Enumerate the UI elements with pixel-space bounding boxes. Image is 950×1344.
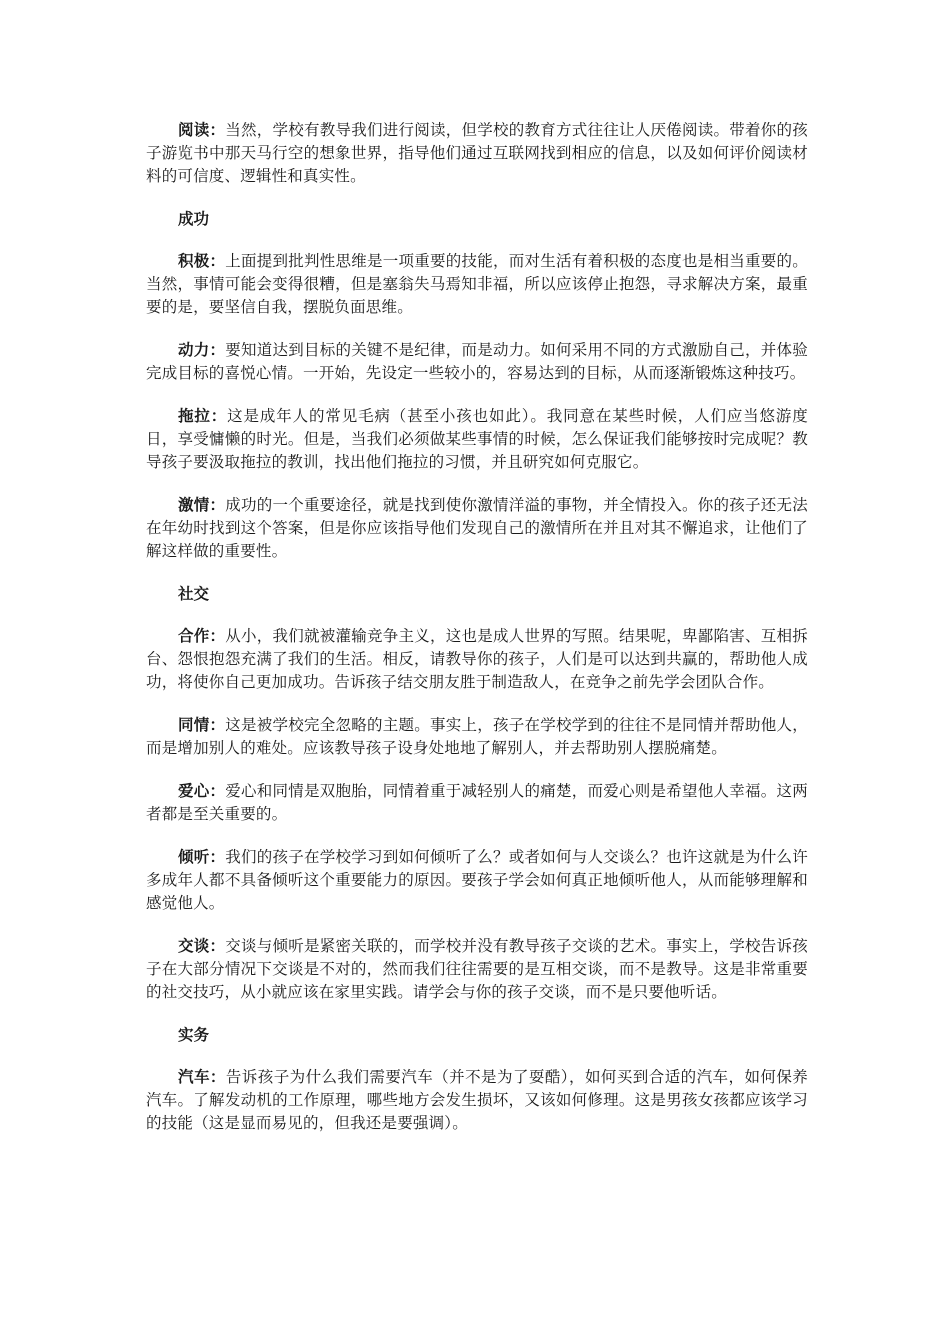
paragraph-term: 汽车： xyxy=(178,1067,226,1086)
document-page xyxy=(146,118,808,1154)
paragraph-text: 这是成年人的常见毛病（甚至小孩也如此）。我同意在某些时候，人们应当悠游度日，享受慵懒的时光。但是，当我们必须做某些事情的时候，怎么保证我们能够按时完成呢？教导孩子要汲取拖拉的教训，找出他们拖拉的习惯，并且研究如何克服它。 xyxy=(146,407,808,471)
paragraph-text: 爱心和同情是双胞胎，同情着重于减轻别人的痛楚，而爱心则是希望他人幸福。这两者都是至关重要的。 xyxy=(146,782,809,823)
paragraph-term: 同情： xyxy=(178,715,226,734)
paragraph-text: 我们的孩子在学校学习到如何倾听了么？或者如何与人交谈么？也许这就是为什么许多成年人都不具备倾听这个重要能力的原因。要孩子学会如何真正地倾听他人，从而能够理解和感觉他人。 xyxy=(146,848,809,912)
paragraph-listening xyxy=(146,845,808,915)
section-heading-practical: 实务 xyxy=(178,1025,210,1044)
paragraph-text: 从小，我们就被灌输竞争主义，这也是成人世界的写照。结果呢，卑鄙陷害、互相拆台、怨恨抱怨充满了我们的生活。相反，请教导你的孩子，人们是可以达到共赢的，帮助他人成功，将使你自己更加成功。告诉孩子结交朋友胜于制造敌人，在竞争之前先学会团队合作。 xyxy=(146,627,809,691)
paragraph-term: 合作： xyxy=(178,626,226,645)
paragraph-term: 拖拉： xyxy=(178,406,228,425)
paragraph-love xyxy=(146,779,808,826)
paragraph-text: 这是被学校完全忽略的主题。事实上，孩子在学校学到的往往不是同情并帮助他人，而是增加别人的难处。应该教导孩子设身处地地了解别人，并去帮助别人摆脱痛楚。 xyxy=(146,716,809,757)
paragraph-compassion xyxy=(146,713,808,760)
paragraph-passion xyxy=(146,493,808,563)
paragraph-text: 成功的一个重要途径，就是找到使你激情洋溢的事物，并全情投入。你的孩子还无法在年幼时找到这个答案，但是你应该指导他们发现自己的激情所在并且对其不懈追求，让他们了解这样做的重要性。 xyxy=(146,496,809,560)
paragraph-text: 交谈与倾听是紧密关联的，而学校并没有教导孩子交谈的艺术。事实上，学校告诉孩子在大部分情况下交谈是不对的，然而我们往往需要的是互相交谈，而不是教导。这是非常重要的社交技巧，从小就应该在家里实践。请学会与你的孩子交谈，而不是只要他听话。 xyxy=(146,937,809,1001)
paragraph-term: 交谈： xyxy=(178,936,226,955)
paragraph-reading xyxy=(146,118,808,188)
paragraph-procrastination xyxy=(146,404,808,474)
paragraph-term: 动力： xyxy=(178,340,226,359)
paragraph-motivation xyxy=(146,338,808,385)
paragraph-car xyxy=(146,1065,808,1135)
section-heading-success: 成功 xyxy=(178,209,210,228)
paragraph-term: 倾听： xyxy=(178,847,226,866)
paragraph-positive xyxy=(146,249,808,319)
paragraph-text: 上面提到批判性思维是一项重要的技能，而对生活有着积极的态度也是相当重要的。当然，事情可能会变得很糟，但是塞翁失马焉知非福，所以应该停止抱怨，寻求解决方案，最重要的是，要坚信自我，摆脱负面思维。 xyxy=(146,252,809,316)
paragraph-text: 要知道达到目标的关键不是纪律，而是动力。如何采用不同的方式激励自己，并体验完成目标的喜悦心情。一开始，先设定一些较小的，容易达到的目标，从而逐渐锻炼这种技巧。 xyxy=(146,341,809,382)
paragraph-term: 激情： xyxy=(178,495,226,514)
paragraph-term: 爱心： xyxy=(178,781,226,800)
paragraph-text: 告诉孩子为什么我们需要汽车（并不是为了耍酷），如何买到合适的汽车，如何保养汽车。了解发动机的工作原理，哪些地方会发生损坏，又该如何修理。这是男孩女孩都应该学习的技能（这是显而易见的，但我还是要强调）。 xyxy=(146,1068,808,1132)
paragraph-term: 阅读： xyxy=(178,120,226,139)
paragraph-term: 积极： xyxy=(178,251,226,270)
paragraph-cooperation xyxy=(146,624,808,694)
section-heading-social: 社交 xyxy=(178,584,210,603)
paragraph-text: 当然，学校有教导我们进行阅读，但学校的教育方式往往让人厌倦阅读。带着你的孩子游览书中那天马行空的想象世界，指导他们通过互联网找到相应的信息，以及如何评价阅读材料的可信度、逻辑性和真实性。 xyxy=(146,121,809,185)
paragraph-conversation xyxy=(146,934,808,1004)
